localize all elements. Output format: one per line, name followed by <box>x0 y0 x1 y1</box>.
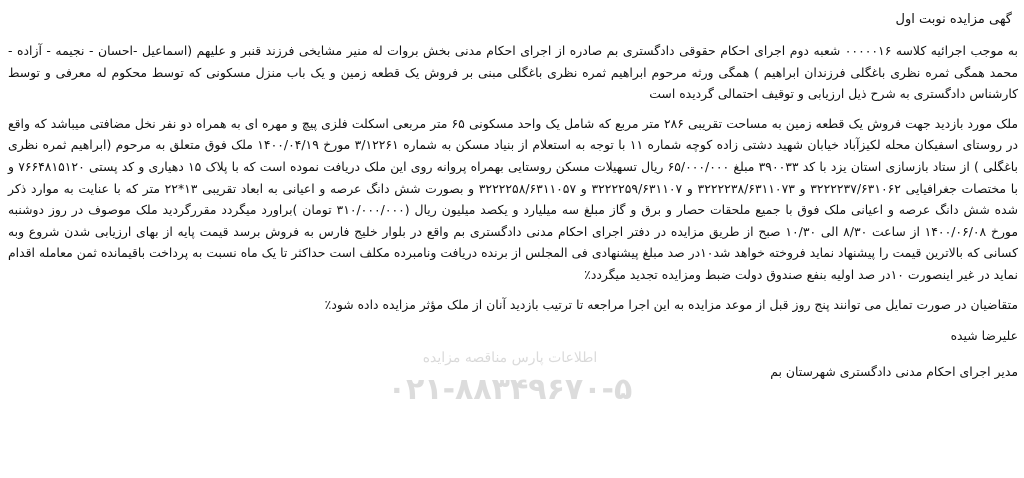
notice-title: گهی مزایده نوبت اول <box>895 12 1012 27</box>
watermark-text: اطلاعات پارس مناقصه مزایده <box>422 350 598 366</box>
watermark-phone: ۰۲۱-۸۸۳۴۹۶۷۰-۵ <box>387 372 633 407</box>
notice-paragraph-property-description: ملک مورد بازدید جهت فروش یک قطعه زمین به مساحت تقریبی ۲۸۶ متر مربع که شامل یک واحد مسکونی ۶۵ متر مربعی اسکلت فلزی پیچ و مهره ای به همراه دو نفر نخل مضافتی میباشد که واقع در روستای اسفیکان محله لکیزآباد خیابان شهید دشتی زاده کوچه شماره ۱۱ با توجه به استعلام از بنیاد مسکن به شماره ۳/۱۲۲۶۱ مورخ ۱۴۰۰/۰۴/۱۹ ملک فوق متعلق به مرحوم (ابراهیم ثمره نظری باغگلی ) از ستاد بازسازی استان یزد با کد ۳۹۰۰۳۳ مبلغ ۶۵/۰۰۰/۰۰۰ ریال تسهیلات مسکن روستایی بهمراه پروانه روی این ملک دریافت نموده است که با پلاک ۱۵ دهیاری و کد پستی ۷۶۶۴۸۱۵۱۲۰ و با مختصات جغرافیایی ۳۲۲۲۲۳۷/۶۳۱۰۶۲ و ۳۲۲۲۲۳۸/۶۳۱۱۰۷۳ و ۳۲۲۲۲۵۹/۶۳۱۱۰۷ و ۳۲۲۲۲۵۸/۶۳۱۱۰۵۷ و بصورت شش دانگ عرصه و اعیانی به ابعاد تقریبی ۱۳*۲۲ متر که با عنایت به موارد ذکر شده شش دانگ عرصه و اعیانی ملک فوق با جمیع ملحقات حصار و برق و گاز مبلغ سه میلیارد و یکصد میلیون ریال (۳۱۰/۰۰۰/۰۰۰ تومان )براورد میگردد مقررگردید ملک موصوف در روز دوشنبه مورخ ۱۴۰۰/۰۶/۰۸ از ساعت ۸/۳۰ الی ۱۰/۳۰ صبح از طریق مزایده در دفتر اجرای احکام مدنی دادگستری بم واقع در بلوار خلیج فارس به فروش برسد قیمت پایه از بهای ارزیابی شدن شروع وبه کسانی که بالاترین قیمت را پیشنهاد نماید فروخته خواهد شد۱۰در صد مبلغ پیشنهادی فی المجلس از برنده دریافت ونامبرده مکلف است حداکثر تا یک ماه نسبت به پرداخت باقیمانده ثمن معامله اقدام نماید در غیر اینصورت ۱۰در صد اولیه بنفع صندوق دولت ضبط ومزایده تجدید میگردد٪ <box>8 115 1018 282</box>
signer-office: مدیر اجرای احکام مدنی دادگستری شهرستان بم <box>770 364 1018 380</box>
signer-name: علیرضا شیده <box>950 328 1018 344</box>
notice-paragraph-execution-order: به موجب اجرائیه کلاسه ۰۰۰۰۰۱۶ شعبه دوم اجرای احکام حقوقی دادگستری بم صادره از اجرای احکام مدنی بخش بروات له منیر مشایخی فرزند قنبر و علیهم (اسماعیل -احسان - نجیمه - آزاده - محمد همگی ثمره نظری باغگلی فرزندان ابراهیم ) همگی ورثه مرحوم ابراهیم ثمره نظری باغگلی مبنی بر فروش یک قطعه زمین و یک باب منزل مسکونی که توسط محکوم له معرفی و توسط کارشناس دادگستری به شرح ذیل ارزیابی و توقیف احتمالی گردیده است <box>8 43 1018 102</box>
notice-paragraph-applicants: متقاضیان در صورت تمایل می توانند پنج روز قبل از موعد مزایده به این اجرا مراجعه تا ترتیب بازدید آنان از ملک مؤثر مزایده داده شود٪ <box>324 296 1018 312</box>
